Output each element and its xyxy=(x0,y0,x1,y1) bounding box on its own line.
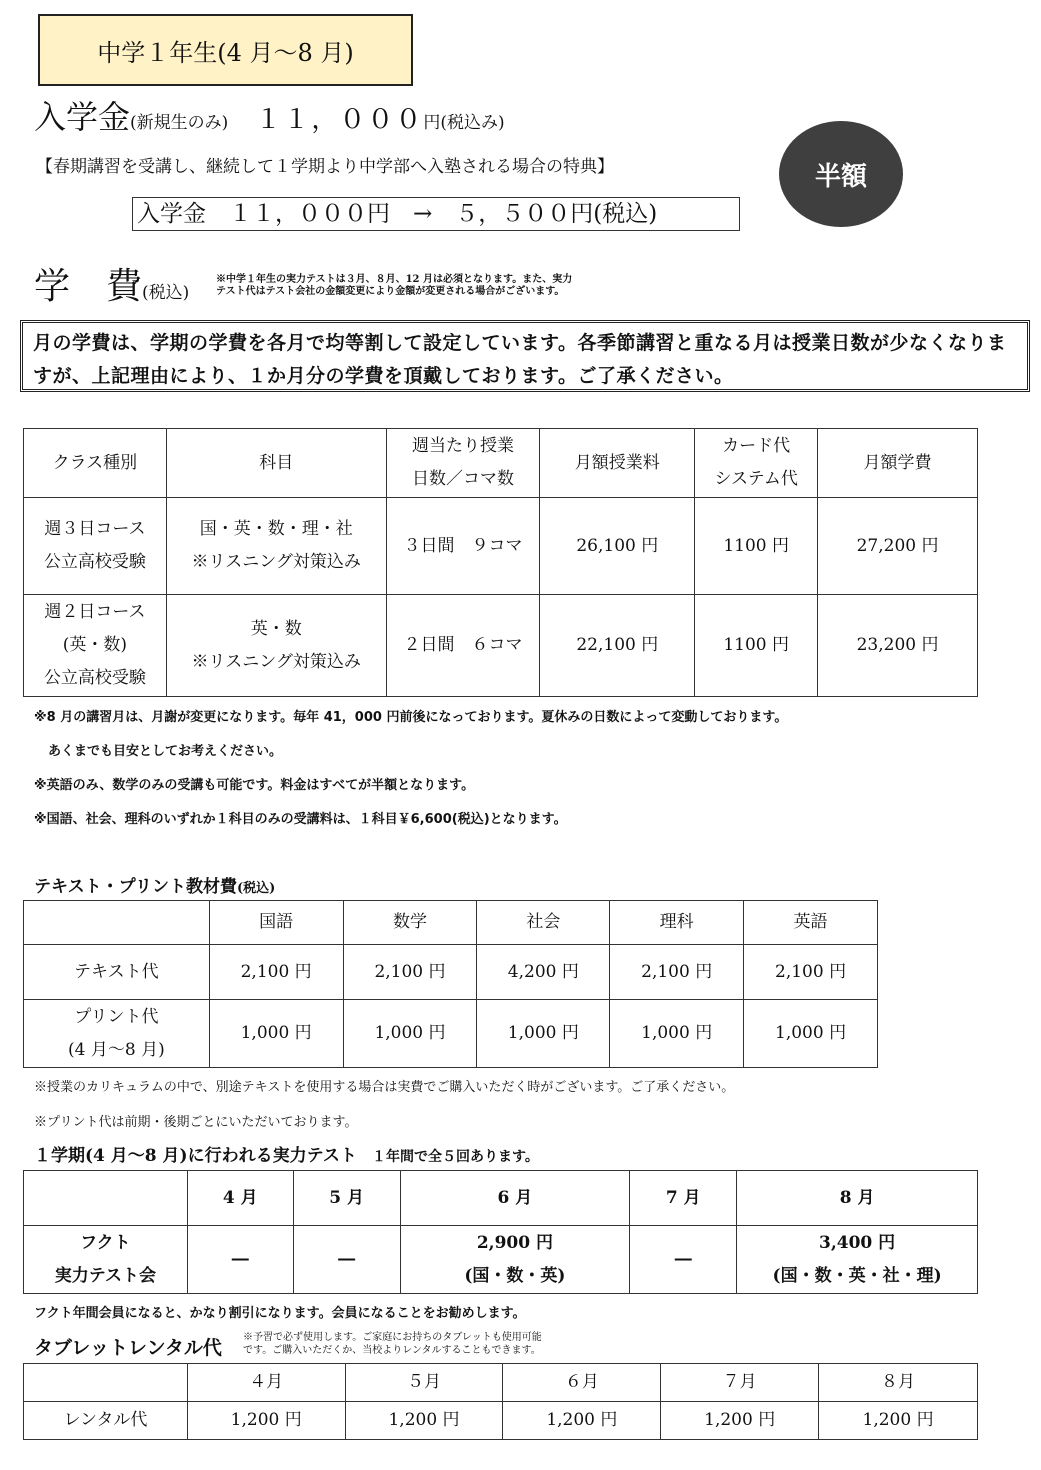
header-card-1: カード代 xyxy=(722,436,791,456)
materials-title: テキスト・プリント教材費 xyxy=(34,877,237,897)
subject-cell xyxy=(166,498,386,595)
materials-header-row xyxy=(24,901,878,945)
materials-tax: (税込) xyxy=(236,881,276,896)
text-fee-label: テキスト代 xyxy=(24,945,210,1000)
price-cell: 1,000 円 xyxy=(744,1000,878,1068)
test-provider-1: フクト xyxy=(80,1232,131,1253)
header-days-1: 週当たり授業 xyxy=(411,436,514,456)
table-row xyxy=(24,498,978,595)
table-row xyxy=(24,1226,978,1294)
tuition-note-4: ※国語、社会、理科のいずれか１科目のみの受講料は、１科目￥6,600(税込)となります。 xyxy=(34,812,567,827)
materials-corner xyxy=(24,901,210,945)
month-header: 7 月 xyxy=(630,1171,737,1226)
month-header: ７月 xyxy=(661,1364,819,1402)
header-fee: 月額授業料 xyxy=(540,429,695,498)
test-provider xyxy=(24,1226,188,1294)
price-cell: 1,200 円 xyxy=(661,1402,819,1440)
tuition-footnote xyxy=(216,274,572,298)
subject-line: ※リスニング対策込み xyxy=(191,552,361,572)
materials-note-2: ※プリント代は前期・後期ごとにいただいております。 xyxy=(34,1115,358,1130)
header-class: クラス種別 xyxy=(24,429,167,498)
month-header: 5 月 xyxy=(293,1171,400,1226)
month-header: 6 月 xyxy=(400,1171,630,1226)
materials-note-1: ※授業のカリキュラムの中で、別途テキストを使用する場合は実費でご購入いただく時がございます。ご了承ください。 xyxy=(34,1080,735,1095)
days-cell: ３日間 ９コマ xyxy=(386,498,540,595)
price-cell: 2,100 円 xyxy=(744,945,878,1000)
price-cell: 1,000 円 xyxy=(477,1000,610,1068)
month-header: ８月 xyxy=(819,1364,978,1402)
price-cell: 1,000 円 xyxy=(610,1000,744,1068)
tuition-footnote-2: テスト代はテスト会社の金額変更により金額が変更される場合がございます。 xyxy=(216,286,565,297)
days-cell: ２日間 ６コマ xyxy=(386,595,540,697)
class-line: 週３日コース xyxy=(44,519,146,539)
month-header: 4 月 xyxy=(187,1171,293,1226)
price-cell: 1,000 円 xyxy=(343,1000,477,1068)
enrollment-unit: 円(税込み) xyxy=(423,113,505,133)
header-days-2: 日数／コマ数 xyxy=(411,469,514,489)
class-line: 公立高校受験 xyxy=(43,552,146,572)
total-cell: 23,200 円 xyxy=(818,595,978,697)
header-subject: 科目 xyxy=(166,429,386,498)
tests-corner xyxy=(24,1171,188,1226)
price-cell: 1,200 円 xyxy=(503,1402,661,1440)
tests-note: フクト年間会員になると、かなり割引になります。会員になることをお勧めします。 xyxy=(34,1306,526,1321)
tuition-tax: (税込) xyxy=(142,283,190,303)
card-cell: 1100 円 xyxy=(695,595,818,697)
tests-header-row xyxy=(24,1171,978,1226)
fee-cell: 22,100 円 xyxy=(540,595,695,697)
month-header: ４月 xyxy=(187,1364,345,1402)
subject-cell xyxy=(166,595,386,697)
rental-label: レンタル代 xyxy=(24,1402,188,1440)
test-price: 2,900 円 xyxy=(476,1232,553,1253)
half-price-badge: 半額 xyxy=(779,121,903,227)
tablet-title: タブレットレンタル代 xyxy=(34,1337,222,1359)
header-card xyxy=(695,429,818,498)
table-row xyxy=(24,595,978,697)
subject-header: 数学 xyxy=(343,901,477,945)
print-fee-label-1: プリント代 xyxy=(74,1006,159,1027)
total-cell: 27,200 円 xyxy=(818,498,978,595)
tablet-header-row xyxy=(24,1364,978,1402)
tests-table xyxy=(23,1170,978,1294)
class-line: 公立高校受験 xyxy=(43,668,146,688)
test-cell xyxy=(400,1226,630,1294)
materials-table xyxy=(23,900,878,1068)
class-cell xyxy=(24,595,167,697)
enrollment-amount: １１，０００ xyxy=(255,105,424,135)
enrollment-qualifier: (新規生のみ) xyxy=(130,113,229,133)
tests-heading xyxy=(34,1141,539,1166)
tuition-label: 学 費 xyxy=(34,266,143,307)
tests-title: １学期(4 月～8 月)に行われる実力テスト xyxy=(34,1146,357,1166)
subject-line: ※リスニング対策込み xyxy=(191,651,361,672)
print-fee-label-2: (4 月～8 月) xyxy=(68,1039,165,1060)
fee-cell: 26,100 円 xyxy=(540,498,695,595)
test-price: 3,400 円 xyxy=(819,1232,896,1253)
tablet-note xyxy=(243,1331,542,1357)
tablet-note-2: です。ご購入いただくか、当校よりレンタルすることもできます。 xyxy=(243,1345,541,1356)
tuition-heading xyxy=(34,258,189,309)
discount-line: 入学金 １１，０００円 → ５，５００円(税込) xyxy=(132,197,740,231)
subject-line: 英・数 xyxy=(250,618,302,639)
test-cell: ― xyxy=(293,1226,400,1294)
price-cell: 2,100 円 xyxy=(610,945,744,1000)
test-subjects: (国・数・英・社・理) xyxy=(772,1265,942,1286)
tuition-note-3: ※英語のみ、数学のみの受講も可能です。料金はすべてが半額となります。 xyxy=(34,778,475,793)
table-row xyxy=(24,1402,978,1440)
subject-header: 理科 xyxy=(610,901,744,945)
header-total: 月額学費 xyxy=(818,429,978,498)
subject-header: 国語 xyxy=(209,901,343,945)
price-cell: 2,100 円 xyxy=(209,945,343,1000)
tablet-table xyxy=(23,1363,978,1440)
subject-header: 社会 xyxy=(477,901,610,945)
tuition-notice: 月の学費は、学期の学費を各月で均等割して設定しています。各季節講習と重なる月は授業日数が少なくなりますが、上記理由により、１か月分の学費を頂戴しております。ご了承ください。 xyxy=(20,320,1030,392)
tablet-corner xyxy=(24,1364,188,1402)
enrollment-label: 入学金 xyxy=(34,98,131,136)
price-cell: 1,000 円 xyxy=(209,1000,343,1068)
month-header: ５月 xyxy=(345,1364,503,1402)
materials-heading xyxy=(34,872,275,897)
table-row xyxy=(24,1000,878,1068)
tuition-header-row xyxy=(24,429,978,498)
test-cell: ― xyxy=(187,1226,293,1294)
tests-subtitle: １年間で全５回あります。 xyxy=(372,1149,539,1165)
enrollment-line xyxy=(34,92,505,138)
test-subjects: (国・数・英) xyxy=(464,1265,566,1286)
month-header: ６月 xyxy=(503,1364,661,1402)
price-cell: 1,200 円 xyxy=(345,1402,503,1440)
header-days xyxy=(386,429,540,498)
subject-line: 国・英・数・理・社 xyxy=(199,519,353,539)
price-cell: 1,200 円 xyxy=(187,1402,345,1440)
table-row xyxy=(24,945,878,1000)
header-card-2: システム代 xyxy=(714,469,798,489)
price-cell: 1,200 円 xyxy=(819,1402,978,1440)
class-cell xyxy=(24,498,167,595)
print-fee-label xyxy=(24,1000,210,1068)
tuition-table xyxy=(23,428,978,697)
month-header: 8 月 xyxy=(737,1171,978,1226)
test-cell: ― xyxy=(630,1226,737,1294)
class-line: 週２日コース xyxy=(44,602,146,622)
tablet-note-1: ※予習で必ず使用します。ご家庭にお持ちのタブレットも使用可能 xyxy=(243,1332,542,1343)
price-cell: 4,200 円 xyxy=(477,945,610,1000)
special-offer-note: 【春期講習を受講し、継続して１学期より中学部へ入塾される場合の特典】 xyxy=(36,157,614,177)
class-line: (英・数) xyxy=(62,635,128,655)
subject-header: 英語 xyxy=(744,901,878,945)
tuition-note-2: あくまでも目安としてお考えください。 xyxy=(48,744,283,759)
page-title: 中学１年生(4 月～8 月) xyxy=(38,14,413,86)
tuition-note-1: ※8 月の講習月は、月謝が変更になります。毎年 41，000 円前後になっております。夏休みの日数によって変動しております。 xyxy=(34,710,788,725)
tuition-footnote-1: ※中学１年生の実力テストは３月、８月、12 月は必須となります。また、実力 xyxy=(216,274,573,285)
test-cell xyxy=(737,1226,978,1294)
test-provider-2: 実力テスト会 xyxy=(54,1265,157,1286)
card-cell: 1100 円 xyxy=(695,498,818,595)
price-cell: 2,100 円 xyxy=(343,945,477,1000)
